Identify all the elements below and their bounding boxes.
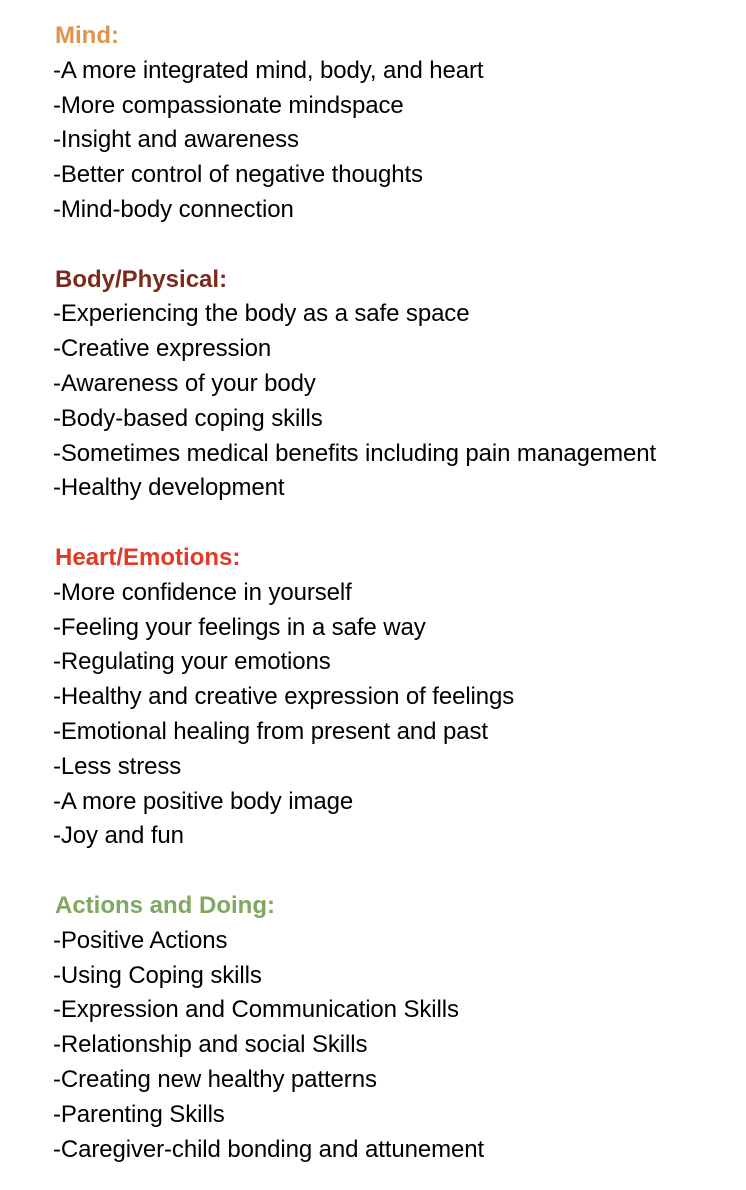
list-item: -Insight and awareness <box>53 126 299 154</box>
list-item: -Positive Actions <box>53 926 228 954</box>
list-item: -Feeling your feelings in a safe way <box>53 613 426 641</box>
list-item: -A more positive body image <box>53 787 354 815</box>
list-item: -Caregiver-child bonding and attunement <box>53 1135 485 1163</box>
list-heart-emotions <box>55 576 745 854</box>
list-item: -Healthy and creative expression of feelings <box>53 683 515 711</box>
section-heart-emotions <box>55 541 745 854</box>
section-heading-actions-doing: Actions and Doing: <box>55 891 275 919</box>
section-heading-heart-emotions: Heart/Emotions: <box>55 543 241 571</box>
section-mind <box>55 19 745 228</box>
list-item: -Body-based coping skills <box>53 404 323 432</box>
list-item: -Joy and fun <box>53 822 184 850</box>
list-item: -More compassionate mindspace <box>53 91 404 119</box>
section-heading-mind: Mind: <box>55 22 119 49</box>
list-item: -Healthy development <box>53 474 285 502</box>
list-item: -Expression and Communication Skills <box>53 996 459 1024</box>
document-body <box>55 19 745 1167</box>
list-item: -Experiencing the body as a safe space <box>53 300 470 328</box>
list-body-physical <box>55 297 745 506</box>
list-mind <box>55 54 745 228</box>
list-item: -Relationship and social Skills <box>53 1031 368 1059</box>
list-item: -Mind-body connection <box>53 195 294 223</box>
list-item: -Using Coping skills <box>53 961 262 989</box>
list-item: -More confidence in yourself <box>53 578 352 606</box>
list-item: -Awareness of your body <box>53 369 316 397</box>
section-heading-body-physical: Body/Physical: <box>55 265 228 293</box>
list-item: -Better control of negative thoughts <box>53 161 423 189</box>
list-actions-doing <box>55 924 745 1168</box>
list-item: -Parenting Skills <box>53 1100 225 1128</box>
section-body-physical <box>55 263 745 507</box>
list-item: -A more integrated mind, body, and heart <box>53 56 484 84</box>
list-item: -Creating new healthy patterns <box>53 1065 377 1093</box>
list-item: -Sometimes medical benefits including pain management <box>53 439 657 467</box>
section-actions-doing <box>55 889 745 1167</box>
list-item: -Emotional healing from present and past <box>53 717 488 745</box>
list-item: -Less stress <box>53 752 182 780</box>
list-item: -Creative expression <box>53 335 272 363</box>
list-item: -Regulating your emotions <box>53 648 331 676</box>
